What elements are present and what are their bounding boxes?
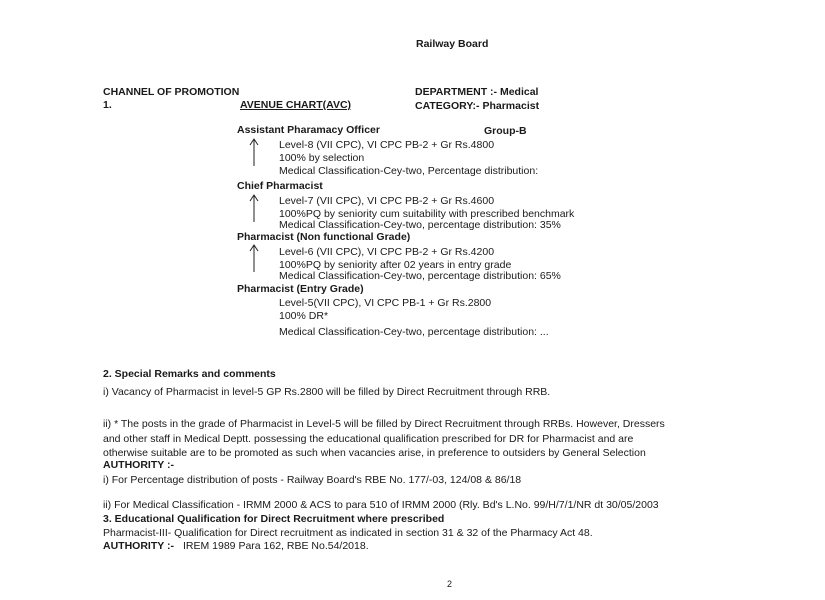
chief-line-3: Medical Classification-Cey-two, percentage distribution: 35% [279, 219, 561, 231]
page-number: 2 [447, 579, 453, 589]
apo-line-2: 100% by selection [279, 152, 365, 164]
remarks-item-2-line-3: otherwise suitable are to be promoted as such when vacancies arise, in preference to outsiders by General Selection [103, 447, 646, 459]
chief-line-2: 100%PQ by seniority cum suitability with prescribed benchmark [279, 208, 575, 220]
entry-title: Pharmacist (Entry Grade) [237, 283, 364, 295]
remarks-item-2-line-2: and other staff in Medical Deptt. possessing the educational qualification prescribed for DR for Pharmacist and are [103, 433, 634, 445]
remarks-item-2-line-1: ii) * The posts in the grade of Pharmacist in Level-5 will be filled by Direct Recruitment through RRBs. However, Dressers [103, 418, 665, 430]
nfg-line-1: Level-6 (VII CPC), VI CPC PB-2 + Gr Rs.4200 [279, 246, 495, 258]
section-number: 1. [103, 99, 112, 111]
apo-line-1: Level-8 (VII CPC), VI CPC PB-2 + Gr Rs.4800 [279, 139, 495, 151]
education-line: Pharmacist-III- Qualification for Direct recruitment as indicated in section 31 & 32 of the Pharmacy Act 48. [103, 527, 593, 539]
promotion-arrow-icon [249, 193, 259, 223]
nfg-title: Pharmacist (Non functional Grade) [237, 231, 411, 243]
authority-item-1: i) For Percentage distribution of posts - Railway Board's RBE No. 177/-03, 124/08 & 86/18 [103, 474, 522, 486]
education-heading: 3. Educational Qualification for Direct Recruitment where prescribed [103, 513, 445, 525]
authority-heading: AUTHORITY :- [103, 459, 174, 471]
promotion-arrow-icon [249, 137, 259, 167]
remarks-heading: 2. Special Remarks and comments [103, 368, 276, 380]
apo-line-3: Medical Classification-Cey-two, Percentage distribution: [279, 165, 539, 177]
promotion-arrow-icon [249, 243, 259, 273]
chief-line-1: Level-7 (VII CPC), VI CPC PB-2 + Gr Rs.4600 [279, 195, 495, 207]
category-label: CATEGORY:- Pharmacist [415, 100, 540, 112]
page-title: Railway Board [416, 38, 489, 50]
department-label: DEPARTMENT :- Medical [415, 86, 539, 98]
education-authority-label: AUTHORITY :- [103, 540, 174, 552]
chief-title: Chief Pharmacist [237, 180, 323, 192]
nfg-line-3: Medical Classification-Cey-two, percentage distribution: 65% [279, 270, 561, 282]
entry-line-3: Medical Classification-Cey-two, percentage distribution: ... [279, 326, 549, 338]
remarks-item-1: i) Vacancy of Pharmacist in level-5 GP Rs.2800 will be filled by Direct Recruitment through RRB. [103, 386, 551, 398]
apo-title: Assistant Pharamacy Officer [237, 124, 380, 136]
channel-heading: CHANNEL OF PROMOTION [103, 86, 240, 98]
nfg-line-2: 100%PQ by seniority after 02 years in entry grade [279, 259, 512, 271]
education-authority-text: IREM 1989 Para 162, RBE No.54/2018. [183, 540, 369, 552]
avc-title: AVENUE CHART(AVC) [240, 99, 352, 111]
entry-line-1: Level-5(VII CPC), VI CPC PB-1 + Gr Rs.2800 [279, 297, 492, 309]
entry-line-2: 100% DR* [279, 310, 329, 322]
authority-item-2: ii) For Medical Classification - IRMM 2000 & ACS to para 510 of IRMM 2000 (Rly. Bd's L.No. 99/H/7/1/NR dt 30/05/2003 [103, 499, 659, 511]
apo-group: Group-B [484, 125, 527, 137]
